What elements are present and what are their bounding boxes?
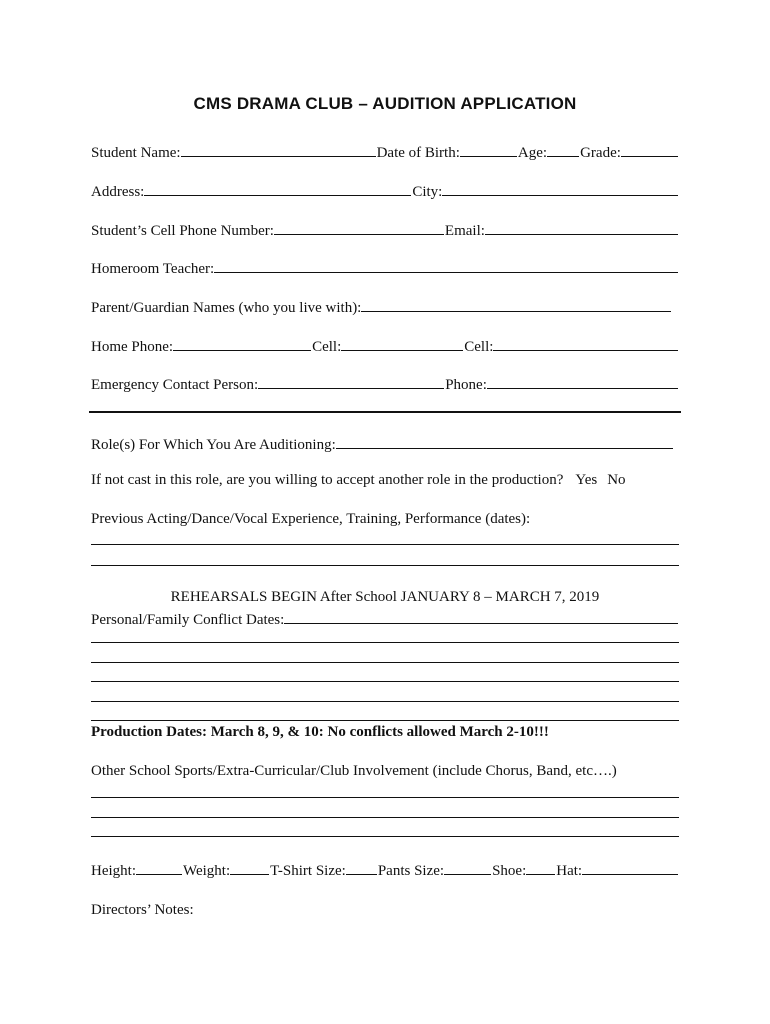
shoe-field[interactable] [526, 859, 555, 875]
cell-label-2: Cell: [464, 339, 494, 355]
conflict-line-3[interactable] [91, 681, 679, 682]
weight-label: Weight: [183, 863, 231, 879]
section-divider [89, 411, 681, 413]
emergency-field[interactable] [258, 373, 444, 389]
height-label: Height: [91, 863, 136, 879]
cell-field-2[interactable] [493, 335, 678, 351]
rehearsals-notice: REHEARSALS BEGIN After School JANUARY 8 – MARCH 7, 2019 [170, 589, 600, 605]
city-label: City: [412, 184, 443, 200]
address-label: Address: [91, 184, 145, 200]
conflict-label: Personal/Family Conflict Dates: [91, 612, 285, 628]
address-row [91, 180, 679, 202]
other-involvement-label: Other School Sports/Extra-Curricular/Club Involvement (include Chorus, Band, etc….) [91, 763, 617, 779]
dob-label: Date of Birth: [376, 145, 460, 161]
parent-field[interactable] [361, 296, 671, 312]
phone-label: Phone: [445, 377, 487, 393]
homeroom-label: Homeroom Teacher: [91, 261, 215, 277]
homeroom-field[interactable] [214, 257, 678, 273]
form-title: CMS DRAMA CLUB – AUDITION APPLICATION [193, 94, 577, 113]
phone-field[interactable] [487, 373, 678, 389]
cell-field-1[interactable] [341, 335, 463, 351]
involvement-line-1[interactable] [91, 797, 679, 798]
emergency-row [91, 373, 679, 395]
conflict-line-1[interactable] [91, 642, 679, 643]
sizes-row [91, 859, 679, 881]
roles-label: Role(s) For Which You Are Auditioning: [91, 437, 336, 453]
cell-phone-field[interactable] [274, 219, 444, 235]
experience-label: Previous Acting/Dance/Vocal Experience, Training, Performance (dates): [91, 511, 531, 527]
roles-field[interactable] [336, 433, 673, 449]
conflict-line-5[interactable] [91, 720, 679, 721]
shoe-label: Shoe: [492, 863, 527, 879]
phone-email-row [91, 219, 679, 241]
height-field[interactable] [136, 859, 182, 875]
tshirt-label: T-Shirt Size: [270, 863, 346, 879]
age-field[interactable] [547, 141, 579, 157]
roles-row [91, 433, 679, 455]
conflict-row [91, 608, 679, 630]
homeroom-row [91, 257, 679, 279]
email-field[interactable] [485, 219, 678, 235]
email-label: Email: [444, 223, 485, 239]
hat-field[interactable] [582, 859, 678, 875]
student-name-field[interactable] [181, 141, 376, 157]
conflict-line-4[interactable] [91, 701, 679, 702]
age-label: Age: [517, 145, 548, 161]
home-phone-field[interactable] [173, 335, 311, 351]
tshirt-field[interactable] [346, 859, 377, 875]
home-phone-label: Home Phone: [91, 339, 174, 355]
involvement-line-2[interactable] [91, 817, 679, 818]
home-phone-row [91, 335, 679, 357]
pants-field[interactable] [444, 859, 491, 875]
city-field[interactable] [442, 180, 678, 196]
involvement-line-3[interactable] [91, 836, 679, 837]
conflict-line-2[interactable] [91, 662, 679, 663]
yes-option[interactable]: Yes [575, 472, 598, 488]
emergency-label: Emergency Contact Person: [91, 377, 259, 393]
grade-label: Grade: [580, 145, 621, 161]
student-info-row [91, 141, 679, 163]
cell-label-1: Cell: [312, 339, 342, 355]
willing-row [91, 472, 679, 494]
conflict-field[interactable] [284, 608, 678, 624]
student-name-label: Student Name: [91, 145, 181, 161]
dob-field[interactable] [460, 141, 517, 157]
grade-field[interactable] [621, 141, 678, 157]
weight-field[interactable] [230, 859, 269, 875]
hat-label: Hat: [556, 863, 583, 879]
willing-question: If not cast in this role, are you willing to accept another role in the production? [91, 472, 564, 488]
parent-row [91, 296, 679, 318]
parent-label: Parent/Guardian Names (who you live with): [91, 300, 362, 316]
cell-phone-label: Student’s Cell Phone Number: [91, 223, 274, 239]
directors-notes-label: Directors’ Notes: [91, 902, 194, 918]
address-field[interactable] [144, 180, 411, 196]
no-option[interactable]: No [607, 472, 626, 488]
pants-label: Pants Size: [377, 863, 445, 879]
experience-line-1[interactable] [91, 544, 679, 545]
production-dates: Production Dates: March 8, 9, & 10: No conflicts allowed March 2-10!!! [91, 724, 549, 740]
experience-line-2[interactable] [91, 565, 679, 566]
